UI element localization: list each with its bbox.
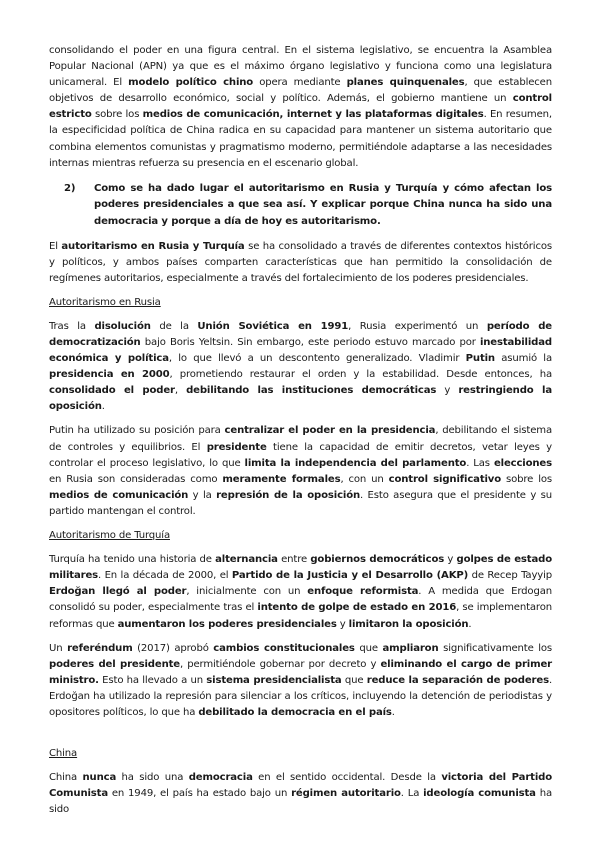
bold-phrase: aumentaron los poderes presidenciales: [117, 618, 337, 630]
bold-phrase: meramente formales: [222, 473, 341, 485]
bold-phrase: inestabilidad económica y política: [49, 337, 552, 365]
paragraph-turquia-history: Turquía ha tenido una historia de alternancia entre gobiernos democráticos y golpes de estado militares. En la década de 2000, el Partido de la Justicia y el Desarrollo (AKP) de Recep Tayyip Erdoğan llegó al poder, inicialmente con un enfoque reformista. A medida que Erdogan consolidó su poder, especialmente tras el intento de golpe de estado en 2016, se implementaron reformas que aumentaron los poderes presidenciales y limitaron la oposición.: [49, 554, 553, 630]
bold-phrase: elecciones: [493, 457, 552, 469]
heading-autoritarismo-turquia: Autoritarismo de Turquía: [49, 530, 170, 542]
paragraph-china-no-democracy: China nunca ha sido una democracia en el sentido occidental. Desde la victoria del Partido Comunista en 1949, el país ha estado bajo un régimen autoritario. La ideología comunista ha sido: [49, 772, 553, 816]
bold-phrase: centralizar el poder en la presidencia: [224, 425, 436, 437]
bold-phrase: golpes de estado militares: [49, 554, 552, 582]
paragraph-putin-power: Putin ha utilizado su posición para centralizar el poder en la presidencia, debilitando el sistema de controles y equilibrios. El presidente tiene la capacidad de emitir decretos, vetar leyes y controlar el proceso legislativo, lo que limita la independencia del parlamento. Las elecciones en Rusia son consideradas como meramente formales, con un control significativo sobre los medios de comunicación y la represión de la oposición. Esto asegura que el presidente y su partido mantengan el control.: [49, 425, 552, 517]
bold-phrase: ampliaron: [382, 642, 439, 654]
bold-phrase: cambios constitucionales: [213, 642, 355, 654]
question-text: Como se ha dado lugar el autoritarismo en Rusia y Turquía y cómo afectan los poderes presidenciales a que sea así. Y explicar porque China nunca ha sido una democracia y porque a día de hoy es autoritarismo.: [94, 182, 552, 227]
bold-phrase: Putin: [465, 353, 495, 365]
bold-phrase: victoria del Partido Comunista: [49, 772, 552, 800]
bold-phrase: presidente: [206, 441, 267, 453]
bold-phrase: intento de golpe de estado en 2016: [257, 602, 457, 614]
bold-phrase: modelo político chino: [128, 77, 254, 89]
bold-phrase: debilitado la democracia en el país: [198, 706, 392, 718]
bold-phrase: democracia: [188, 772, 253, 784]
bold-phrase: enfoque reformista: [307, 586, 419, 598]
paragraph-china-political-model: consolidando el poder en una figura central. En el sistema legislativo, se encuentra la Asamblea Popular Nacional (APN) ya que es el máximo órgano legislativo y funciona como una legislatura unicameral. El modelo político chino opera mediante planes quinquenales, que establecen objetivos de desarrollo económico, social y político. Además, el gobierno mantiene un control estricto sobre los medios de comunicación, internet y las plataformas digitales. En resumen, la especificidad política de China radica en su capacidad para mantener un sistema autoritario que combina elementos comunistas y pragmatismo moderno, permitiéndole adaptarse a las necesidades internas mientras refuerza su presencia en el escenario global.: [49, 45, 552, 169]
bold-phrase: control significativo: [388, 473, 502, 485]
bold-phrase: eliminando el cargo de primer ministro.: [49, 658, 552, 686]
bold-phrase: reduce la separación de poderes: [366, 674, 549, 686]
bold-phrase: poderes del presidente: [49, 658, 180, 670]
bold-phrase: limita la independencia del parlamento: [244, 457, 467, 469]
bold-phrase: régimen autoritario: [291, 788, 401, 800]
bold-phrase: ideología comunista: [423, 788, 536, 800]
bold-phrase: control estricto: [49, 93, 552, 121]
bold-phrase: alternancia: [215, 554, 278, 566]
bold-phrase: nunca: [82, 772, 117, 784]
bold-phrase: disolución: [94, 320, 151, 332]
bold-phrase: medios de comunicación, internet y las plataformas digitales: [142, 109, 484, 121]
paragraph-referendum-2017: Un referéndum (2017) aprobó cambios constitucionales que ampliaron significativamente los poderes del presidente, permitiéndole gobernar por decreto y eliminando el cargo de primer ministro. Esto ha llevado a un sistema presidencialista que reduce la separación de poderes. Erdoğan ha utilizado la represión para silenciar a los críticos, incluyendo la detención de periodistas y opositores políticos, lo que ha debilitado la democracia en el país.: [49, 642, 553, 718]
paragraph-intro-authoritarianism: El autoritarismo en Rusia y Turquía se ha consolidado a través de diferentes contextos históricos y políticos, y ambos países comparten características que han permitido la consolidación de regímenes autoritarios, especialmente a través del fortalecimiento de los poderes presidenciales.: [49, 240, 552, 284]
question-number: 2): [64, 182, 76, 194]
bold-phrase: consolidado el poder: [49, 385, 175, 397]
bold-phrase: sistema presidencialista: [206, 674, 342, 686]
bold-phrase: gobiernos democráticos: [310, 554, 445, 566]
bold-phrase: período de democratización: [49, 320, 552, 348]
bold-phrase: limitaron la oposición: [348, 618, 469, 630]
bold-phrase: Erdoğan llegó al poder: [49, 586, 187, 598]
question-2: [49, 181, 552, 231]
bold-phrase: represión de la oposición: [216, 489, 361, 501]
bold-phrase: Partido de la Justicia y el Desarrollo (AKP): [231, 570, 469, 582]
bold-phrase: presidencia en 2000: [49, 369, 170, 381]
bold-phrase: debilitando las instituciones democráticas: [186, 385, 437, 397]
bold-phrase: medios de comunicación: [49, 489, 189, 501]
bold-phrase: restringiendo la oposición: [49, 385, 552, 413]
heading-autoritarismo-rusia: Autoritarismo en Rusia: [49, 296, 161, 308]
bold-phrase: planes quinquenales: [346, 77, 465, 89]
bold-phrase: Unión Soviética en 1991: [197, 320, 349, 332]
paragraph-rusia-history: Tras la disolución de la Unión Soviética en 1991, Rusia experimentó un período de democratización bajo Boris Yeltsin. Sin embargo, este periodo estuvo marcado por inestabilidad económica y política, lo que llevó a un descontento generalizado. Vladimir Putin asumió la presidencia en 2000, prometiendo restaurar el orden y la estabilidad. Desde entonces, ha consolidado el poder, debilitando las instituciones democráticas y restringiendo la oposición.: [49, 320, 552, 413]
heading-china: China: [49, 748, 78, 760]
bold-phrase: referéndum: [67, 642, 133, 654]
bold-phrase: autoritarismo en Rusia y Turquía: [61, 240, 245, 252]
